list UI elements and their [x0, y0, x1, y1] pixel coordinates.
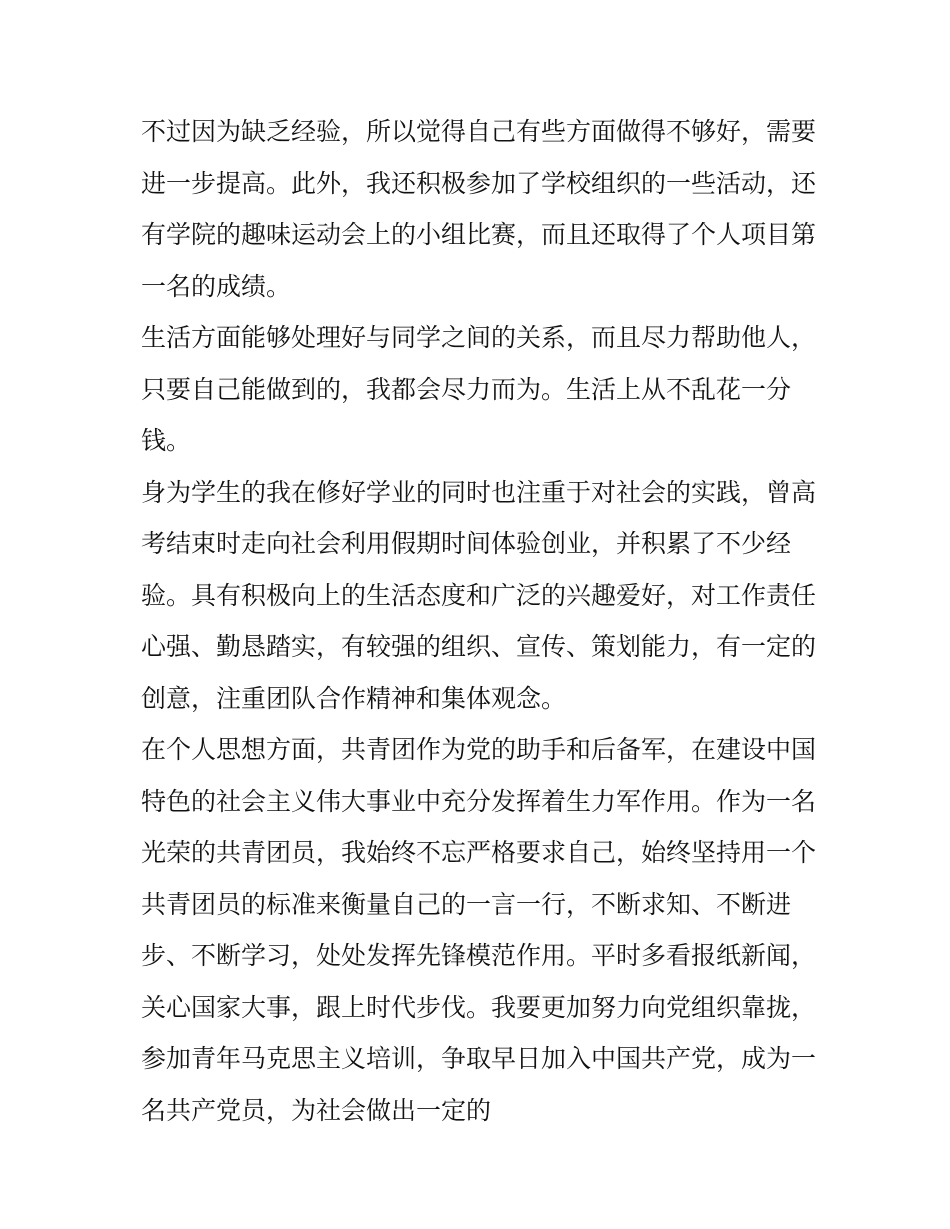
text-line: 在个人思想方面，共青团作为党的助手和后备军，在建设中国	[141, 735, 817, 764]
text-line: 验。具有积极向上的生活态度和广泛的兴趣爱好，对工作责任	[141, 580, 817, 610]
text-line: 钱。	[141, 426, 192, 455]
text-line: 不过因为缺乏经验，所以觉得自己有些方面做得不够好，需要	[141, 117, 817, 146]
text-line: 一名的成绩。	[141, 271, 292, 301]
text-line: 共青团员的标准来衡量自己的一言一行，不断求知、不断进	[141, 889, 792, 919]
text-line: 光荣的共青团员，我始终不忘严格要求自己，始终坚持用一个	[141, 838, 817, 867]
text-line: 有学院的趣味运动会上的小组比赛，而且还取得了个人项目第	[141, 220, 817, 249]
text-line: 身为学生的我在修好学业的同时也注重于对社会的实践，曾高	[141, 477, 817, 507]
text-line: 生活方面能够处理好与同学之间的关系，而且尽力帮助他人，	[141, 323, 817, 352]
text-line: 只要自己能做到的，我都会尽力而为。生活上从不乱花一分	[141, 374, 792, 404]
text-line: 步、不断学习，处处发挥先锋模范作用。平时多看报纸新闻，	[141, 941, 817, 970]
text-line: 名共产党员，为社会做出一定的	[141, 1095, 492, 1125]
text-line: 特色的社会主义伟大事业中充分发挥着生力军作用。作为一名	[141, 786, 817, 816]
text-line: 考结束时走向社会利用假期时间体验创业，并积累了不少经	[141, 529, 792, 558]
text-line: 心强、勤恳踏实，有较强的组织、宣传、策划能力，有一定的	[141, 632, 817, 661]
text-line: 参加青年马克思主义培训，争取早日加入中国共产党，成为一	[141, 1044, 817, 1073]
text-line: 进一步提高。此外，我还积极参加了学校组织的一些活动，还	[141, 168, 817, 198]
text-line: 创意，注重团队合作精神和集体观念。	[141, 683, 567, 713]
text-line: 关心国家大事，跟上时代步伐。我要更加努力向党组织靠拢，	[141, 992, 817, 1022]
document-body	[141, 106, 831, 1136]
